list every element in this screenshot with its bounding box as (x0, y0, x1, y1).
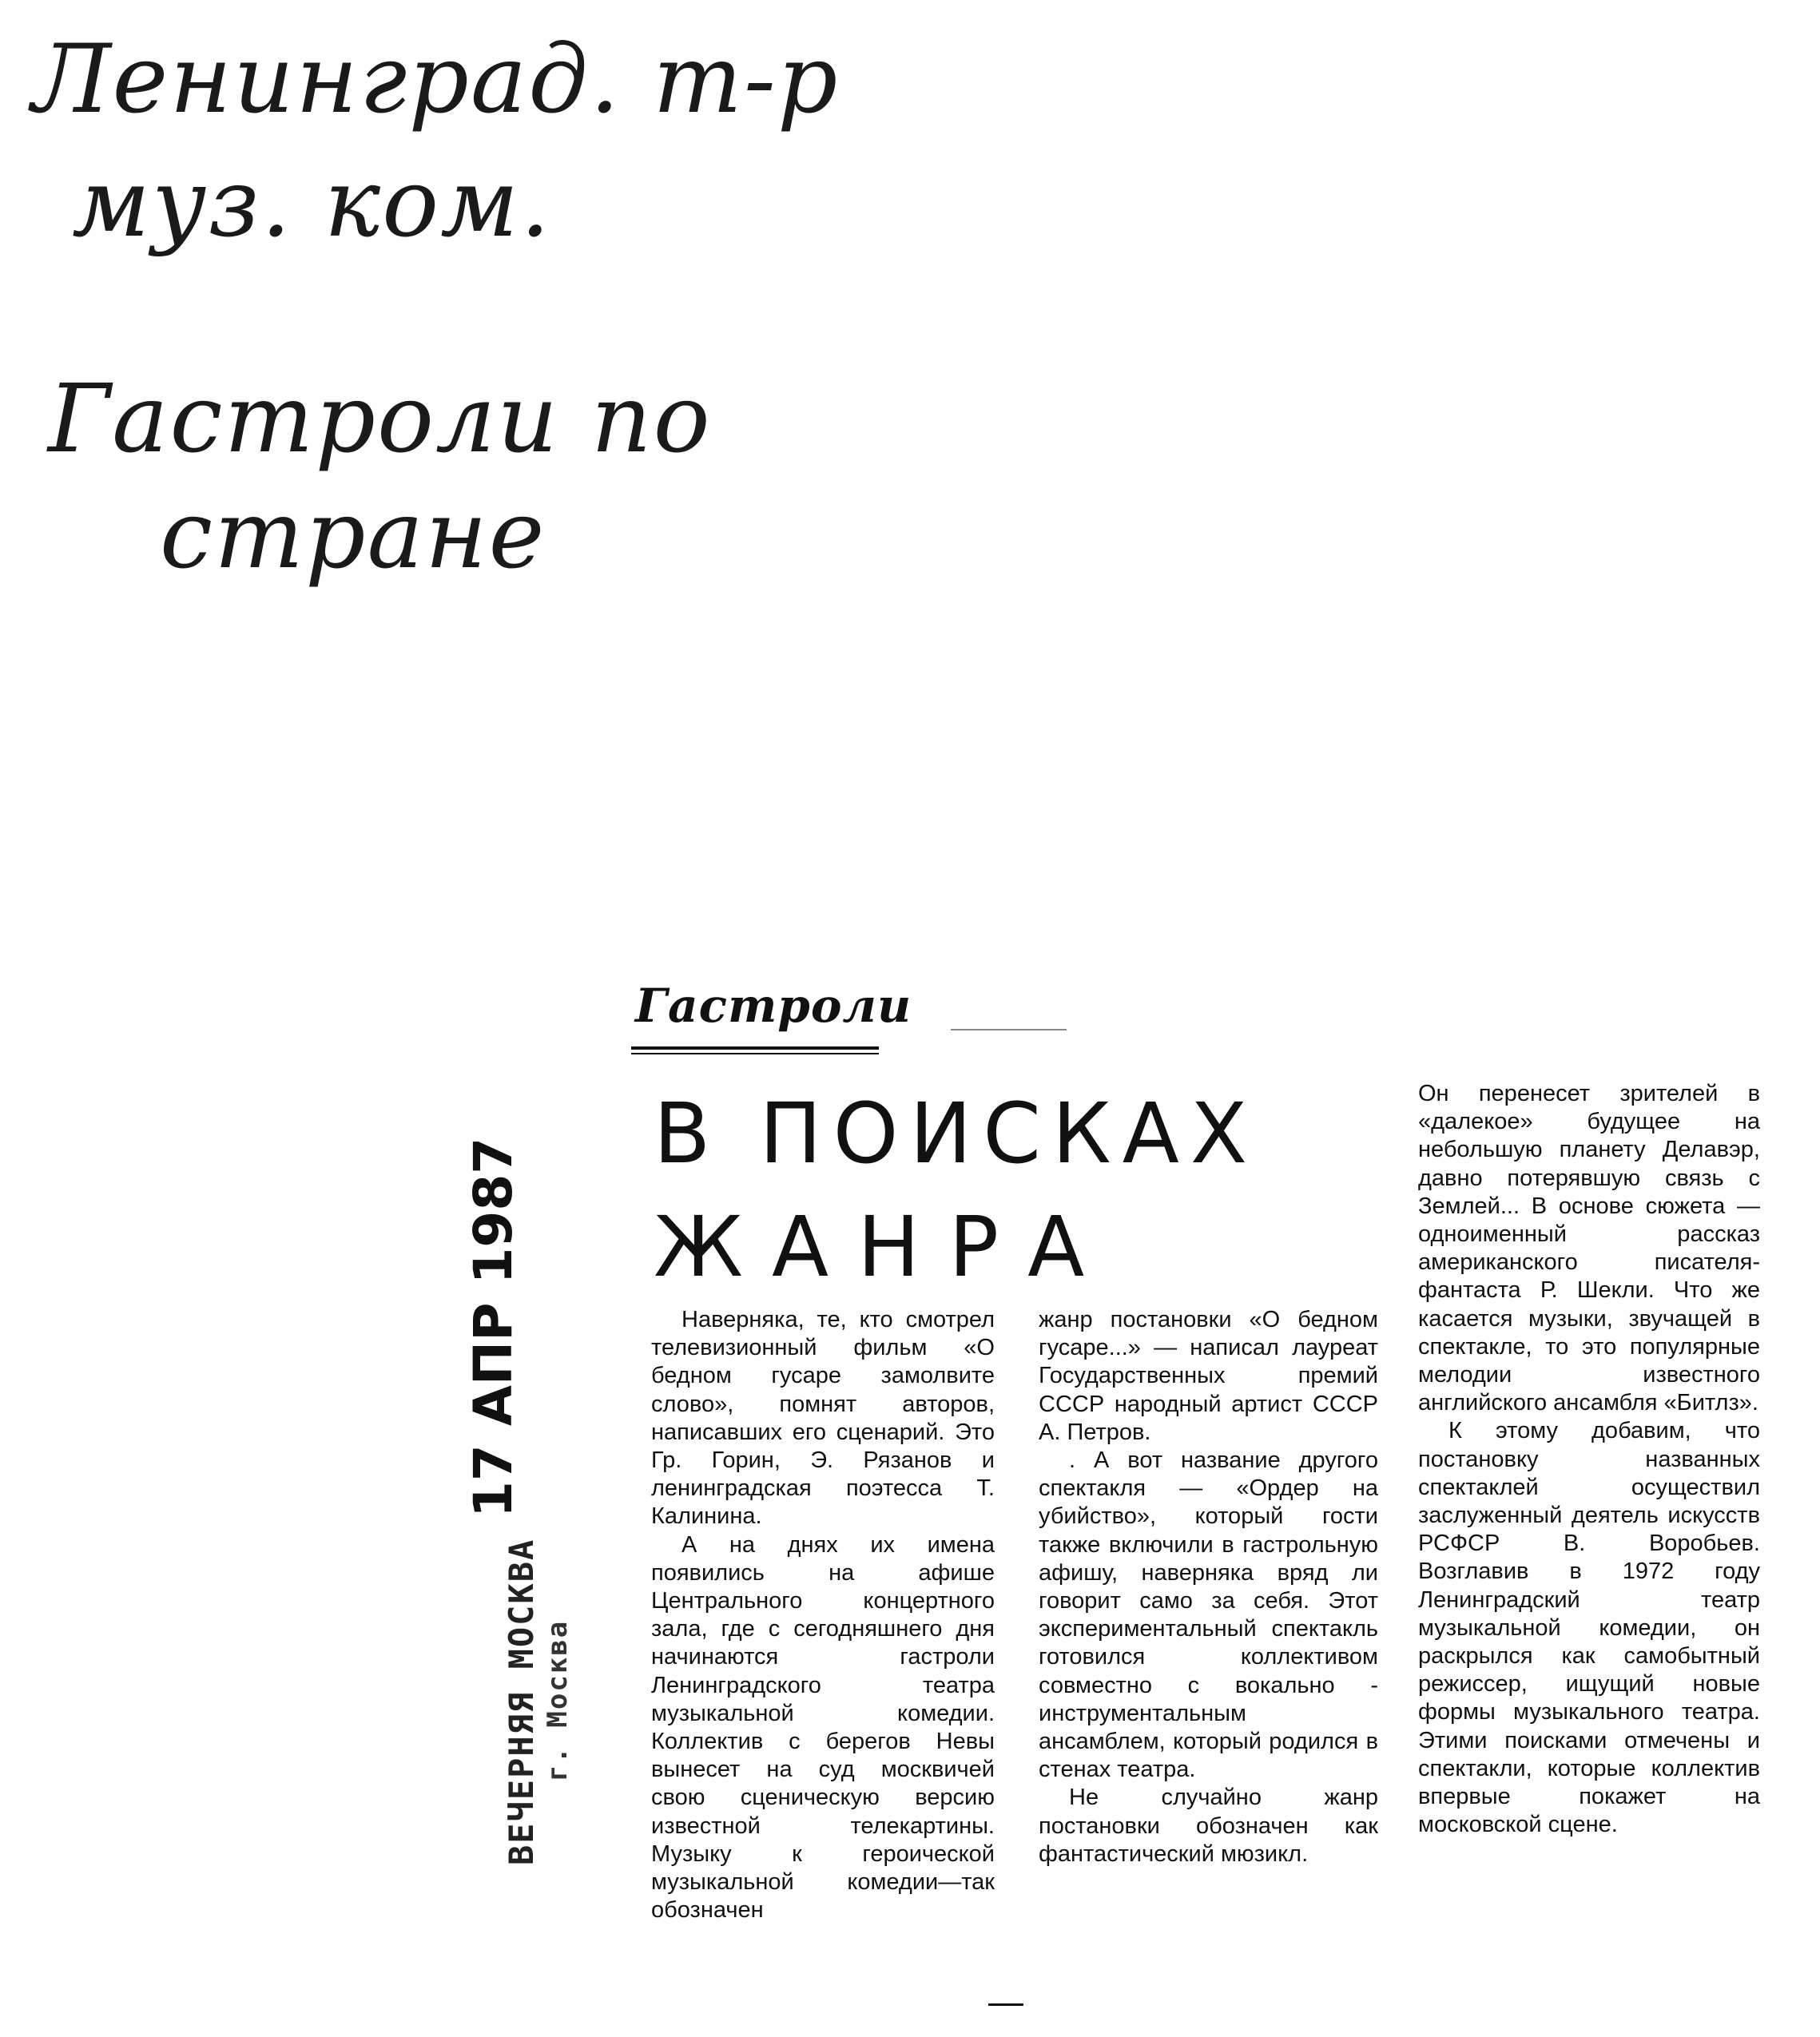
article-column-1 (651, 1306, 995, 1924)
publication-stamp: ВЕЧЕРНЯЯ МОСКВА (502, 1538, 541, 1865)
paragraph: Не случайно жанр постановки обозначен как фантастический мюзикл. (1039, 1785, 1378, 1867)
article-column-3 (1418, 1080, 1760, 1839)
paragraph: . А вот название другого спектакля — «Ордер на убийство», который гости также включили в гастрольную афишу, наверняка вряд ли говорит само за себя. Этот экспериментальный спектакль готовился коллективом совместно с вокально - инструментальным ансамблем, который родился в стенах театра. (1039, 1447, 1378, 1783)
rubric-label: Гастроли (635, 979, 912, 1033)
paragraph: К этому добавим, что постановку названных спектаклей осуществил заслуженный деятель искусств РСФСР В. Воробьев. Возглавив в 1972 году Ленинградский театр музыкальной комедии, он раскрылся как самобытный режиссер, ищущий новые формы музыкального театра. Этими поисками отмечены и спектакли, которые коллектив впервые покажет на московской сцене. (1418, 1418, 1760, 1838)
paragraph: Наверняка, те, кто смотрел телевизионный фильм «О бедном гусаре замолвите слово», помнят авторов, написавших его сценарий. Это Гр. Горин, Э. Рязанов и ленинградская поэтесса Т. Калинина. (651, 1307, 995, 1530)
handwritten-note-line-4: стране (160, 479, 546, 590)
paragraph: А на днях их имена появились на афише Центрального концертного зала, где с сегодняшнего дня начинаются гастроли Ленинградского театра музыкальной комедии. Коллектив с берегов Невы вынесет на суд москвичей свою сценическую версию известной телекартины. Музыку к героической музыкальной комедии—так обозначен (651, 1531, 995, 1924)
rubric-underline-thin (631, 1053, 879, 1054)
city-stamp: г. Москва (542, 1619, 574, 1781)
rubric-underline (631, 1046, 879, 1050)
article-column-2 (1039, 1306, 1378, 1868)
handwritten-note-line-2: муз. ком. (72, 148, 552, 258)
end-dash (988, 2003, 1023, 2006)
headline-line-1: В ПОИСКАХ (654, 1085, 1259, 1182)
paragraph: Он перенесет зрителей в «далекое» будущее на небольшую планету Делавэр, давно потерявшую связь с Землей... В основе сюжета — одноименный рассказ американского писателя-фантаста Р. Шекли. Что же касается музыки, звучащей в спектакле, то это популярные мелодии известного английского ансамбля «Битлз». (1418, 1081, 1760, 1416)
handwritten-note-line-3: Гастроли по (48, 363, 712, 474)
divider-dash (951, 1029, 1067, 1030)
date-stamp: 17 АПР 1987 (463, 1137, 524, 1518)
handwritten-note-line-1: Ленинград. т-р (32, 24, 840, 134)
headline-line-2: ЖАНРА (654, 1198, 1114, 1296)
paragraph: жанр постановки «О бедном гусаре...» — написал лауреат Государственных премий СССР народный артист СССР А. Петров. (1039, 1307, 1378, 1445)
